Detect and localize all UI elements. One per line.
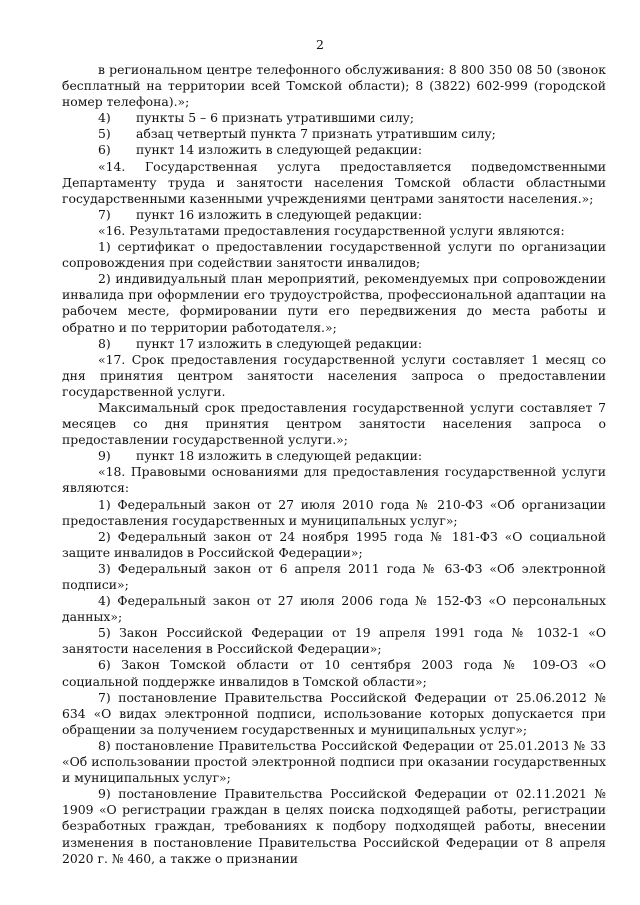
paragraph: 7) постановление Правительства Российской Федерации от 25.06.2012 № 634 «О видах электронной подписи, использование которых допускается при обращении за получением государственных и муниципальных услуг»; bbox=[62, 689, 606, 737]
paragraph: 8) постановление Правительства Российской Федерации от 25.01.2013 № 33 «Об использовании простой электронной подписи при оказании государственных и муниципальных услуг»; bbox=[62, 737, 606, 786]
item-number: 9) bbox=[98, 448, 111, 464]
item-number: 7) bbox=[98, 206, 111, 222]
item-text: пункт 16 изложить в следующей редакции: bbox=[136, 206, 423, 222]
paragraph: в региональном центре телефонного обслуживания: 8 800 350 08 50 (звонок бесплатный на территории всей Томской области); 8 (3822) 602-999 (городской номер телефона).»; bbox=[62, 62, 606, 110]
item-number: 4) bbox=[98, 110, 111, 126]
paragraph: «18. Правовыми основаниями для предоставления государственной услуги являются: bbox=[62, 464, 606, 496]
page-number: 2 bbox=[316, 37, 324, 52]
paragraph: 3) Федеральный закон от 6 апреля 2011 года № 63-ФЗ «Об электронной подписи»; bbox=[62, 560, 606, 592]
paragraph: «17. Срок предоставления государственной услуги составляет 1 месяц со дня принятия центром занятости населения запроса о предоставлении государственной услуги. bbox=[62, 351, 606, 399]
item-number: 6) bbox=[98, 142, 111, 158]
list-item bbox=[62, 448, 606, 464]
list-item bbox=[62, 336, 606, 352]
paragraph: 1) Федеральный закон от 27 июля 2010 года № 210-ФЗ «Об организации предоставления государственных и муниципальных услуг»; bbox=[62, 496, 606, 528]
item-text: абзац четвертый пункта 7 признать утратившим силу; bbox=[136, 126, 496, 142]
document-body bbox=[62, 62, 606, 867]
list-item bbox=[62, 142, 606, 158]
item-number: 5) bbox=[98, 126, 111, 142]
paragraph: 5) Закон Российской Федерации от 19 апреля 1991 года № 1032-1 «О занятости населения в Российской Федерации»; bbox=[62, 625, 606, 657]
item-text: пункт 17 изложить в следующей редакции: bbox=[136, 335, 423, 351]
paragraph: 4) Федеральный закон от 27 июля 2006 года № 152-ФЗ «О персональных данных»; bbox=[62, 593, 606, 625]
list-item bbox=[62, 126, 606, 142]
paragraph: «16. Результатами предоставления государственной услуги являются: bbox=[98, 222, 565, 238]
paragraph: 2) индивидуальный план мероприятий, рекомендуемых при сопровождении инвалида при оформлении его трудоустройства, профессиональной адаптации на рабочем месте, формировании пути его передвижения до места работы и обратно и по территории работодателя.»; bbox=[62, 271, 606, 335]
paragraph: Максимальный срок предоставления государственной услуги составляет 7 месяцев со дня принятия центром занятости населения запроса о предоставлении государственной услуги.»; bbox=[62, 399, 606, 448]
paragraph: 6) Закон Томской области от 10 сентября 2003 года № 109-ОЗ «О социальной поддержке инвалидов в Томской области»; bbox=[62, 657, 606, 689]
paragraph: 9) постановление Правительства Российской Федерации от 02.11.2021 № 1909 «О регистрации граждан в целях поиска подходящей работы, регистрации безработных граждан, требованиях к подбору подходящей работы, внесении изменения в постановление Правительства Российской Федерации от 8 апреля 2020 г. № 460, а также о признании bbox=[62, 786, 606, 866]
item-text: пункт 18 изложить в следующей редакции: bbox=[136, 448, 423, 464]
paragraph: «14. Государственная услуга предоставляется подведомственными Департаменту труда и занятости населения Томской области областными государственными казенными учреждениями центрами занятости населения.»; bbox=[62, 158, 606, 206]
item-text: пункт 14 изложить в следующей редакции: bbox=[136, 142, 423, 158]
item-number: 8) bbox=[98, 335, 111, 351]
paragraph: 2) Федеральный закон от 24 ноября 1995 года № 181-ФЗ «О социальной защите инвалидов в Российской Федерации»; bbox=[62, 528, 606, 560]
item-text: пункты 5 – 6 признать утратившими силу; bbox=[136, 110, 415, 126]
list-item bbox=[62, 207, 606, 223]
paragraph: 1) сертификат о предоставлении государственной услуги по организации сопровождения при содействии занятости инвалидов; bbox=[62, 239, 606, 271]
list-item bbox=[62, 110, 606, 126]
